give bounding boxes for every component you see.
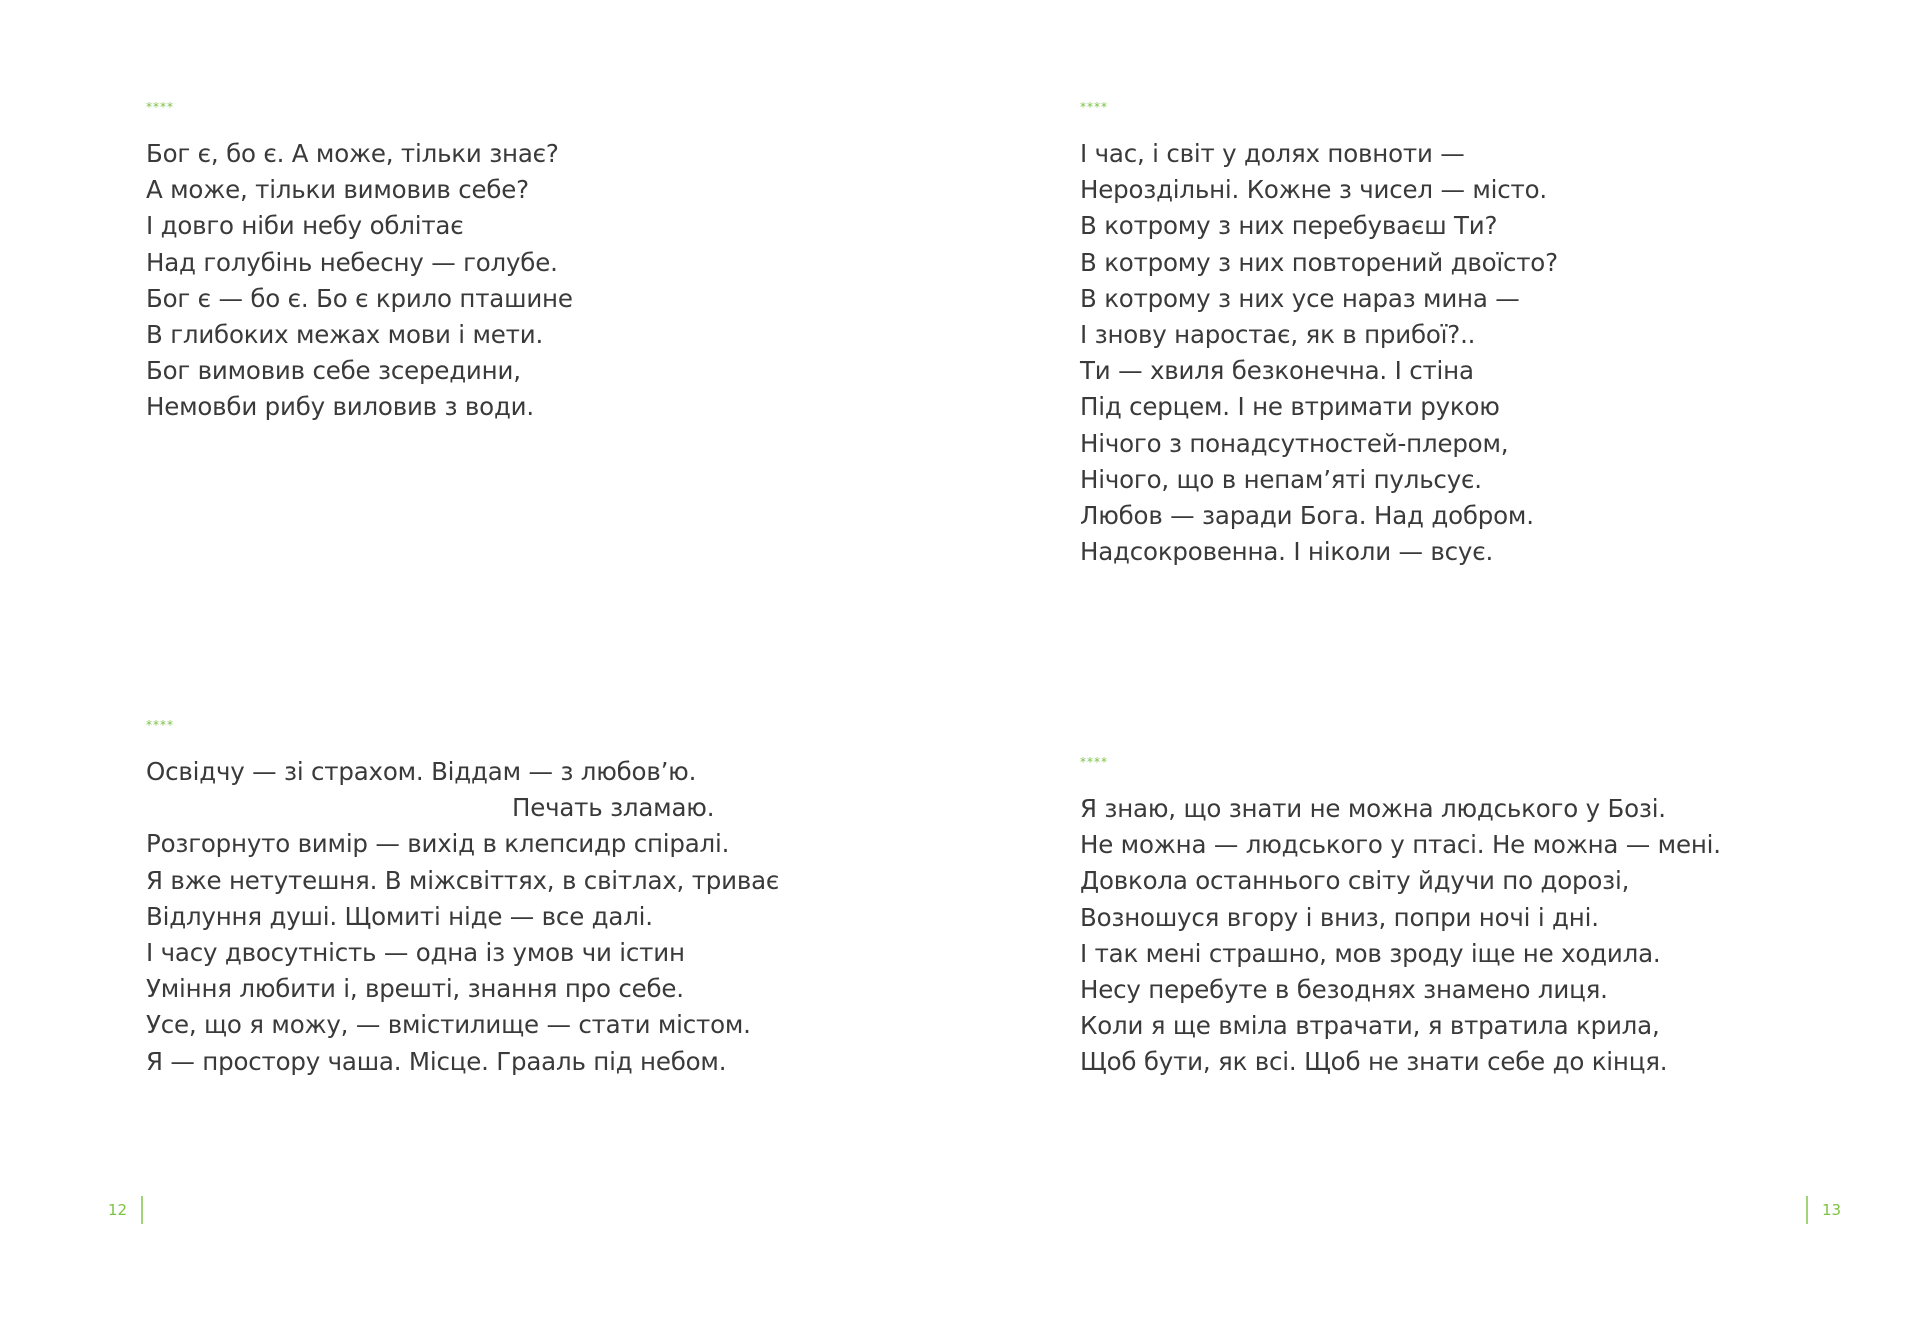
- page-number: 13: [1822, 1201, 1842, 1219]
- verse-line: А може, тільки вимовив себе?: [146, 175, 529, 205]
- verse-line: Розгорнуто вимір — вихід в клепсидр спіралі.: [146, 829, 730, 859]
- verse-line: Ти — хвиля безконечна. І стіна: [1080, 356, 1474, 386]
- page-number-left: [108, 1196, 143, 1224]
- verse-line: В котрому з них перебуваєш Ти?: [1080, 211, 1498, 241]
- verse-line: І так мені страшно, мов зроду іще не ходила.: [1080, 938, 1661, 968]
- verse-line: І знову наростає, як в прибої?..: [1080, 320, 1476, 350]
- verse-line: Щоб бути, як всі. Щоб не знати себе до кінця.: [1080, 1047, 1668, 1077]
- verse-line: Коли я ще вміла втрачати, я втратила крила,: [1080, 1011, 1660, 1041]
- verse-line: В котрому з них повторений двоїсто?: [1080, 247, 1558, 277]
- verse-line: І час, і світ у долях повноти —: [1080, 139, 1465, 168]
- verse-line: Бог вимовив себе зсередини,: [146, 356, 521, 386]
- verse-line: Уміння любити і, врешті, знання про себе.: [146, 974, 684, 1004]
- verse-line: Немовби рибу виловив з води.: [146, 392, 534, 422]
- verse-line: Не можна — людського у птасі. Не можна — мені.: [1080, 830, 1721, 860]
- page-number-rule: [1806, 1196, 1808, 1224]
- verse-line: Я вже нетутешня. В міжсвіттях, в світлах, триває: [146, 865, 780, 895]
- verse-line: Над голубінь небесну — голубе.: [146, 247, 558, 277]
- verse-line: Освідчу — зі страхом. Віддам — з любов’ю.: [146, 757, 697, 786]
- verse-line: Бог є, бо є. А може, тільки знає?: [146, 139, 559, 168]
- poem-confession: [146, 718, 779, 1080]
- page-number-rule: [141, 1196, 143, 1224]
- verse-line: Любов — заради Бога. Над добром.: [1080, 501, 1534, 531]
- poem-i-know: [1080, 755, 1721, 1081]
- verse-line: Несу перебуте в безоднях знамено лиця.: [1080, 975, 1608, 1005]
- verse-line: І довго ніби небу облітає: [146, 211, 464, 241]
- poem-god-is: [146, 100, 573, 426]
- verse-line: Довкола останнього світу йдучи по дорозі,: [1080, 866, 1630, 896]
- verse-line-indented: Печать зламаю.: [512, 793, 715, 823]
- verse-line: Я — простору чаша. Місце. Грааль під небом.: [146, 1046, 727, 1076]
- verse-line: Усе, що я можу, — вмістилище — стати містом.: [146, 1010, 751, 1040]
- verse-line: Бог є — бо є. Бо є крило пташине: [146, 283, 573, 313]
- verse-line: І часу двосутність — одна із умов чи істин: [146, 938, 685, 968]
- poem-divider-stars: ****: [1080, 755, 1108, 769]
- page-number-right: [1806, 1196, 1841, 1224]
- verse-line: Нічого з понадсутностей-плером,: [1080, 428, 1509, 458]
- poem-divider-stars: ****: [146, 100, 174, 114]
- verse-line: Нероздільні. Кожне з чисел — місто.: [1080, 175, 1547, 205]
- page-number: 12: [108, 1201, 128, 1219]
- verse-line: Я знаю, що знати не можна людського у Бозі.: [1080, 794, 1666, 823]
- verse-line: Нічого, що в непам’яті пульсує.: [1080, 464, 1482, 494]
- poem-time-and-world: [1080, 100, 1558, 570]
- poem-divider-stars: ****: [146, 718, 174, 732]
- verse-line: В глибоких межах мови і мети.: [146, 320, 544, 350]
- verse-line: Під серцем. І не втримати рукою: [1080, 392, 1500, 422]
- verse-line: Возношуся вгору і вниз, попри ночі і дні.: [1080, 902, 1599, 932]
- verse-line: В котрому з них усе нараз мина —: [1080, 283, 1520, 313]
- right-page: [960, 0, 1920, 1327]
- poem-divider-stars: ****: [1080, 100, 1108, 114]
- verse-line: Відлуння душі. Щомиті ніде — все далі.: [146, 901, 653, 931]
- verse-line: Надсокровенна. І ніколи — всує.: [1080, 537, 1494, 567]
